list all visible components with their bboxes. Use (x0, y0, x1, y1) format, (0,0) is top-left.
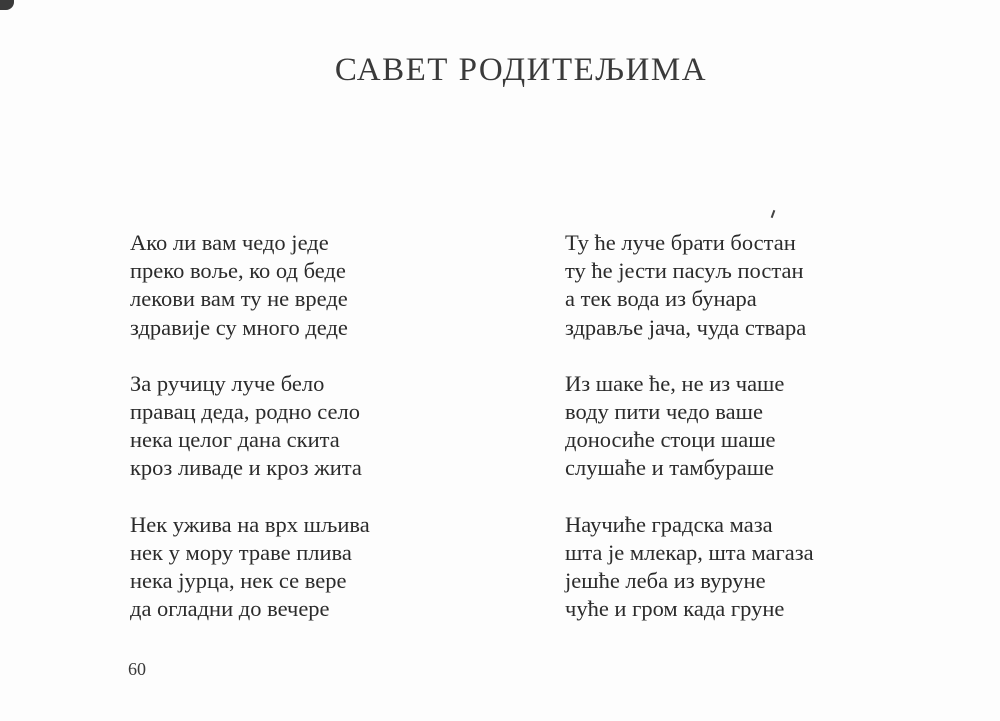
poem-title: САВЕТ РОДИТЕЉИМА (334, 52, 708, 88)
verse-line: ту ће јести пасуљ постан (565, 258, 804, 284)
verse-line: шта је млекар, шта магаза (565, 539, 814, 565)
verse-line: За ручицу луче бело (130, 370, 325, 396)
verse-line: здравље јача, чуда ствара (565, 314, 807, 340)
verse-line: јешће леба из вуруне (565, 568, 766, 594)
verse-line: правац деда, родно село (130, 399, 361, 425)
verse-line: воду пити чедо ваше (565, 399, 763, 425)
verse-line: чуће и гром када груне (565, 596, 785, 622)
stanza (130, 229, 450, 342)
right-column (565, 229, 885, 651)
stanza (565, 370, 885, 483)
verse-line: да огладни до вечере (130, 596, 330, 622)
verse-line: здравије су много деде (130, 314, 348, 340)
verse-line: преко воље, ко од беде (130, 258, 346, 284)
verse-line: нека целог дана скита (130, 427, 340, 453)
stanza (565, 511, 885, 624)
verse-line: кроз ливаде и кроз жита (130, 455, 362, 481)
left-column (130, 229, 450, 651)
page-number: 60 (128, 659, 146, 679)
verse-line: Ту ће луче брати бостан (565, 230, 796, 255)
verse-line: нек у мору траве плива (130, 539, 352, 565)
verse-line: Ако ли вам чедо једе (130, 230, 329, 255)
stanza (130, 511, 450, 624)
accent-mark (771, 210, 776, 218)
scan-corner-shadow (0, 0, 14, 10)
verse-line: нека јурца, нек се вере (130, 568, 347, 594)
verse-line: Из шаке ће, не из чаше (565, 370, 785, 396)
stanza (565, 229, 885, 342)
verse-line: Научиће градска маза (565, 511, 773, 537)
stanza (130, 370, 450, 483)
verse-line: доносиће стоци шаше (565, 427, 776, 453)
verse-line: а тек вода из бунара (565, 286, 757, 312)
verse-line: слушаће и тамбураше (565, 455, 775, 481)
verse-line: Нек ужива на врх шљива (130, 511, 370, 537)
verse-line: лекови вам ту не вреде (130, 286, 348, 312)
